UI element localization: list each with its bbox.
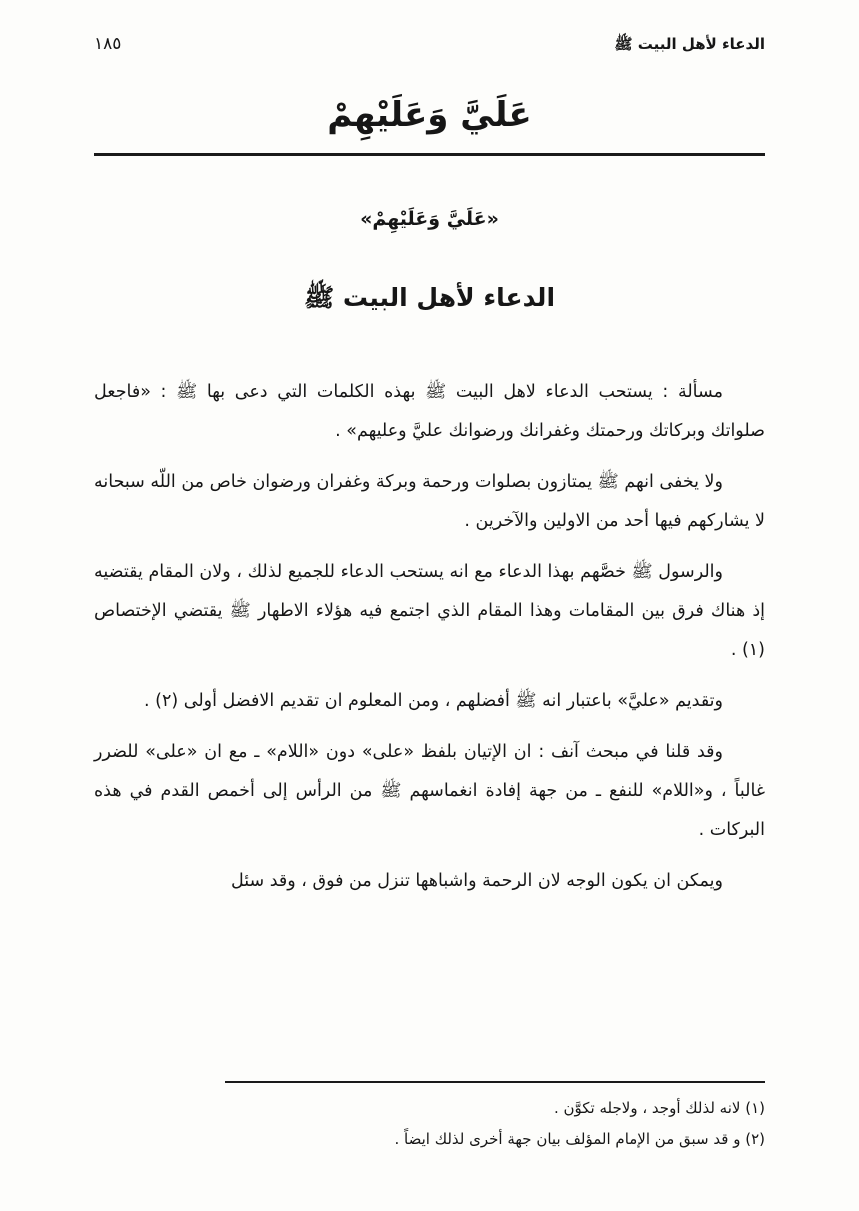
paragraph: ويمكن ان يكون الوجه لان الرحمة واشباهها تنزل من فوق ، وقد سئل — [230, 871, 723, 891]
page-number: ١٨٥ — [94, 34, 122, 54]
footnote: (١) لانه لذلك أوجد ، ولاجله تكوَّن . — [553, 1099, 765, 1117]
running-head-title: الدعاء لأهل البيت ﷺ — [614, 35, 765, 53]
header-divider — [94, 153, 765, 156]
footnote-list — [94, 1093, 765, 1155]
paragraph: مسألة : يستحب الدعاء لاهل البيت ﷺ بهذه الكلمات التي دعى بها ﷺ : «فاجعل صلواتك وبركاتك ورحمتك وغفرانك ورضوانك عليَّ وعليهم» . — [94, 382, 765, 441]
footnote: (٢) و قد سبق من الإمام المؤلف بيان جهة أخرى لذلك ايضاً . — [394, 1130, 765, 1148]
calligraphy-phrase-quoted: «عَلَيَّ وَعَلَيْهِمْ» — [360, 208, 499, 230]
footnote-divider — [225, 1081, 765, 1083]
paragraph: وتقديم «عليَّ» باعتبار انه ﷺ أفضلهم ، ومن المعلوم ان تقديم الافضل أولى (٢) . — [144, 691, 723, 711]
footnotes-section — [94, 1081, 765, 1155]
page-header — [94, 34, 765, 57]
body-text — [94, 373, 765, 901]
paragraph: والرسول ﷺ خصَّهم بهذا الدعاء مع انه يستحب الدعاء للجميع لذلك ، ولان المقام يقتضيه إذ هناك فرق بين المقامات وهذا المقام الذي اجتمع فيه هؤلاء الاطهار ﷺ يقتضي الإختصاص (١) . — [94, 562, 765, 660]
paragraph: وقد قلنا في مبحث آنف : ان الإتيان بلفظ «على» دون «اللام» ـ مع ان «على» للضرر غالباً ، و«اللام» للنفع ـ من جهة إفادة انغماسهم ﷺ من الرأس إلى أخمص القدم في هذه البركات . — [94, 742, 765, 840]
chapter-title: الدعاء لأهل البيت ﷺ — [303, 283, 556, 312]
calligraphy-phrase: عَلَيَّ وَعَلَيْهِمْ — [327, 95, 532, 135]
paragraph: ولا يخفى انهم ﷺ يمتازون بصلوات ورحمة وبركة وغفران ورضوان خاص من اللّه سبحانه لا يشاركهم فيها أحد من الاولين والآخرين . — [94, 472, 765, 531]
